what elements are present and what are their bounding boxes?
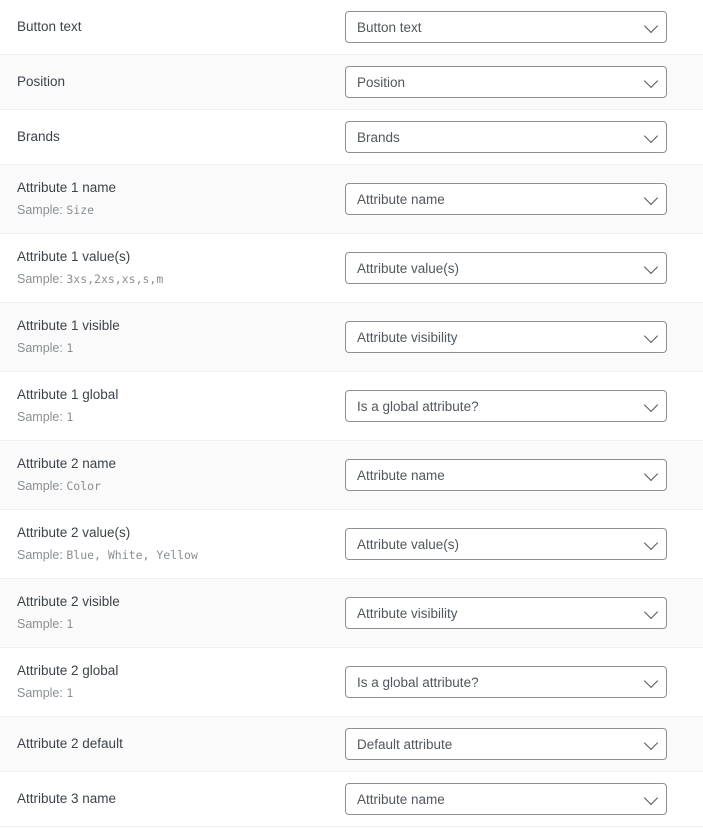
table-row [0,510,703,579]
table-row [0,303,703,372]
sample-value: 1 [66,341,74,355]
mapping-select-value: Is a global attribute? [357,398,479,414]
chevron-down-icon [644,398,658,412]
sample-label: Sample: [17,686,63,700]
mapping-select-cell [345,728,703,760]
column-label-cell [0,790,345,808]
mapping-select-cell [345,783,703,815]
sample-label: Sample: [17,617,63,631]
chevron-down-icon [644,260,658,274]
mapping-select-value: Attribute name [357,191,445,207]
chevron-down-icon [644,674,658,688]
mapping-select[interactable] [345,252,667,284]
mapping-select-value: Default attribute [357,736,453,752]
sample-label: Sample: [17,410,63,424]
mapping-select-cell [345,597,703,629]
sample-line [17,684,335,702]
column-label: Attribute 1 name [17,180,117,195]
mapping-select-cell [345,390,703,422]
table-row [0,717,703,772]
chevron-down-icon [644,329,658,343]
column-label-cell [0,317,345,357]
column-label-cell [0,735,345,753]
mapping-select[interactable] [345,11,667,43]
mapping-select-cell [345,459,703,491]
column-label: Attribute 2 name [17,456,117,471]
sample-label: Sample: [17,203,63,217]
chevron-down-icon [644,467,658,481]
column-label: Attribute 2 visible [17,594,120,609]
sample-value: 3xs,2xs,xs,s,m [66,272,164,286]
sample-line [17,615,335,633]
column-label-cell [0,73,345,91]
chevron-down-icon [644,605,658,619]
column-label: Attribute 1 global [17,387,119,402]
column-label: Attribute 3 name [17,791,117,806]
column-label-cell [0,248,345,288]
sample-value: Blue, White, Yellow [66,548,198,562]
chevron-down-icon [644,791,658,805]
column-label: Brands [17,129,60,144]
column-label-cell [0,455,345,495]
table-row [0,110,703,165]
chevron-down-icon [644,19,658,33]
mapping-select-cell [345,666,703,698]
mapping-select-cell [345,66,703,98]
mapping-select[interactable] [345,728,667,760]
column-label: Attribute 2 value(s) [17,525,131,540]
column-label-cell [0,179,345,219]
chevron-down-icon [644,129,658,143]
column-label: Attribute 2 global [17,663,119,678]
mapping-select[interactable] [345,528,667,560]
sample-line [17,477,335,495]
column-label-cell [0,128,345,146]
table-row [0,165,703,234]
mapping-select-value: Attribute value(s) [357,536,460,552]
column-label-cell [0,662,345,702]
mapping-select[interactable] [345,597,667,629]
sample-label: Sample: [17,341,63,355]
mapping-select-value: Attribute name [357,467,445,483]
column-label-cell [0,593,345,633]
table-row [0,55,703,110]
mapping-select-value: Attribute visibility [357,329,458,345]
column-label: Button text [17,19,82,34]
mapping-select-value: Is a global attribute? [357,674,479,690]
chevron-down-icon [644,191,658,205]
sample-line [17,201,335,219]
sample-value: Size [66,203,95,217]
sample-label: Sample: [17,479,63,493]
mapping-select-value: Brands [357,129,400,145]
mapping-select[interactable] [345,783,667,815]
table-row [0,234,703,303]
chevron-down-icon [644,74,658,88]
chevron-down-icon [644,536,658,550]
table-row [0,772,703,827]
column-label: Attribute 2 default [17,736,123,751]
mapping-select[interactable] [345,666,667,698]
column-label-cell [0,524,345,564]
mapping-select[interactable] [345,183,667,215]
mapping-select-cell [345,183,703,215]
column-label: Position [17,74,66,89]
sample-line [17,339,335,357]
mapping-select-value: Attribute name [357,791,445,807]
mapping-select[interactable] [345,459,667,491]
mapping-select-cell [345,321,703,353]
sample-value: Color [66,479,101,493]
mapping-select-value: Attribute visibility [357,605,458,621]
column-label-cell [0,18,345,36]
mapping-select-cell [345,121,703,153]
sample-value: 1 [66,686,74,700]
mapping-select-value: Position [357,74,406,90]
sample-value: 1 [66,617,74,631]
column-label: Attribute 1 value(s) [17,249,131,264]
column-label: Attribute 1 visible [17,318,120,333]
mapping-select[interactable] [345,321,667,353]
sample-value: 1 [66,410,74,424]
sample-line [17,270,335,288]
mapping-select-cell [345,528,703,560]
mapping-select-cell [345,11,703,43]
mapping-select-value: Attribute value(s) [357,260,460,276]
sample-label: Sample: [17,272,63,286]
sample-label: Sample: [17,548,63,562]
mapping-select-cell [345,252,703,284]
table-row [0,648,703,717]
table-row [0,372,703,441]
sample-line [17,546,335,564]
table-row [0,0,703,55]
table-row [0,579,703,648]
column-label-cell [0,386,345,426]
table-row [0,441,703,510]
mapping-select[interactable] [345,66,667,98]
sample-line [17,408,335,426]
chevron-down-icon [644,736,658,750]
mapping-select-value: Button text [357,19,422,35]
mapping-select[interactable] [345,121,667,153]
mapping-select[interactable] [345,390,667,422]
